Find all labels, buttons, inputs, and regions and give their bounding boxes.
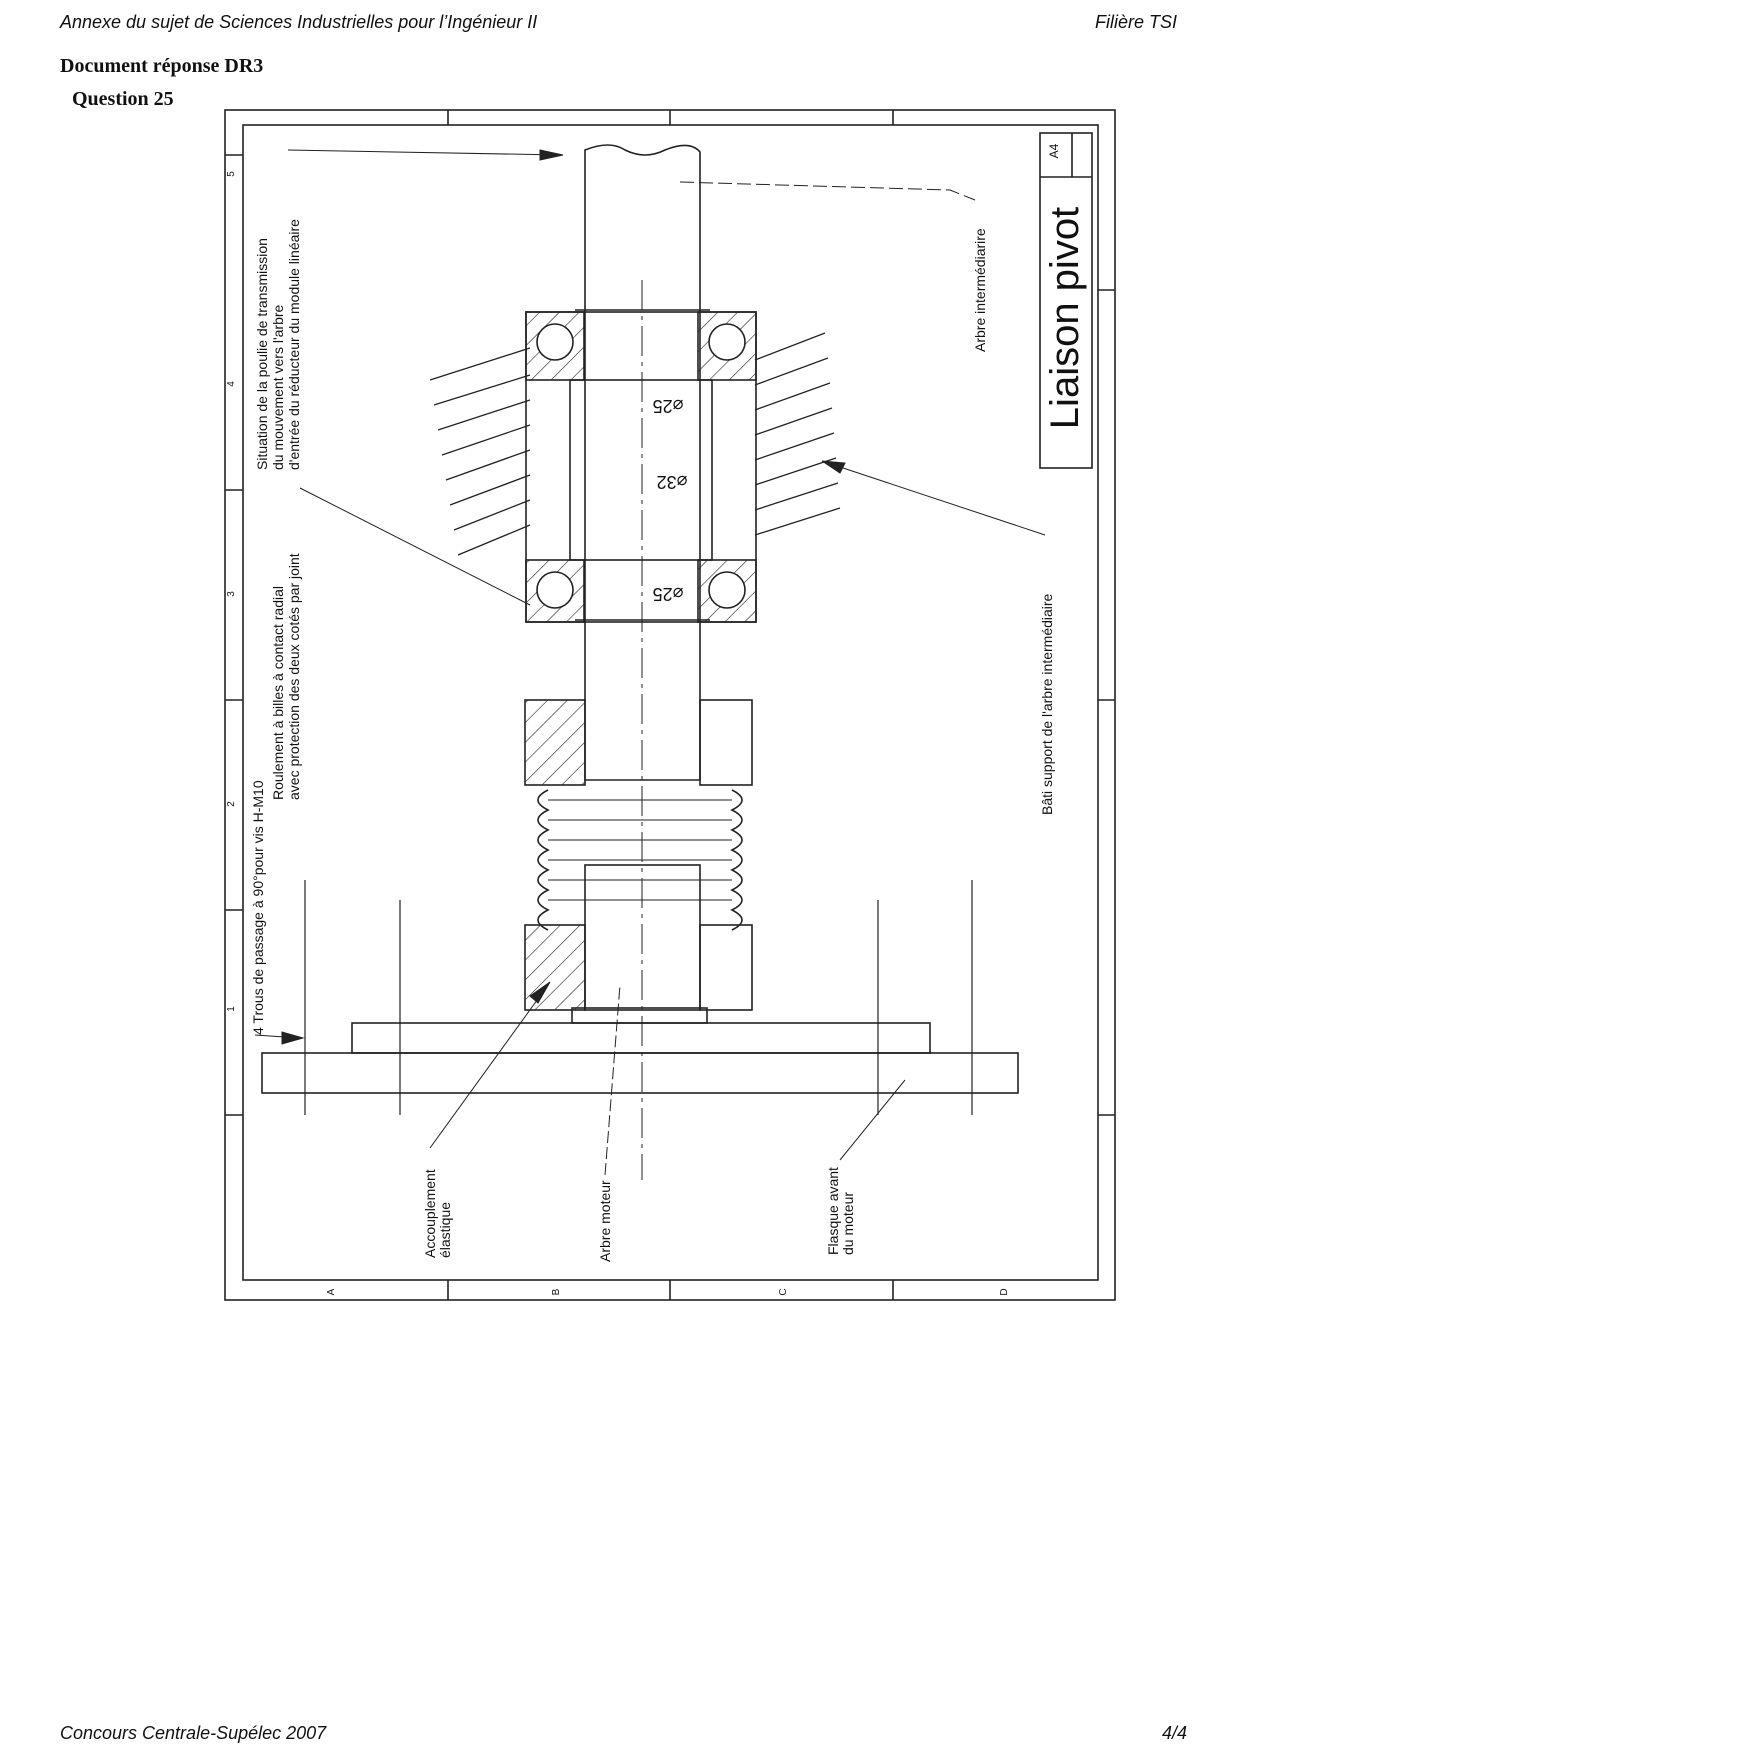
label-roulement-2: avec protection des deux cotés par joint xyxy=(286,553,302,800)
zone-letter-d: D xyxy=(999,1288,1010,1296)
label-arbre-moteur: Arbre moteur xyxy=(597,1180,613,1262)
label-bati: Bâti support de l'arbre intermédiaire xyxy=(1039,593,1055,815)
format-label: A4 xyxy=(1047,143,1061,159)
dimension-3: ⌀25 xyxy=(652,584,684,604)
header-right: Filière TSI xyxy=(1095,12,1178,32)
zone-number-4: 4 xyxy=(226,381,237,387)
housing-hatch-right xyxy=(755,333,840,535)
flange-holes xyxy=(305,880,972,1115)
label-arbre-intermediaire: Arbre intermédiarire xyxy=(972,228,988,352)
label-roulement-1: Roulement à billes à contact radial xyxy=(270,585,286,800)
label-flasque-1: Flasque avant xyxy=(825,1167,841,1255)
label-trous: 4 Trous de passage à 90°pour vis H-M10 xyxy=(250,780,266,1035)
zone-letter-a: A xyxy=(326,1288,337,1296)
zone-letter-c: C xyxy=(778,1288,789,1296)
elastic-coupling xyxy=(525,700,752,1010)
label-accouplement-1: Accouplement xyxy=(422,1169,438,1258)
housing-hatch-left xyxy=(430,348,530,555)
question-label: Question 25 xyxy=(72,88,174,110)
document-title: Document réponse DR3 xyxy=(60,55,264,77)
footer-right: 4/4 xyxy=(1162,1723,1188,1743)
zone-number-5: 5 xyxy=(226,171,237,177)
header-left: Annexe du sujet de Sciences Industrielles pour l’Ingénieur II xyxy=(60,12,538,32)
label-poulie-2: du mouvement vers l'arbre xyxy=(270,304,286,470)
zone-number-3: 3 xyxy=(226,591,237,597)
drawing-title: Liaison pivot xyxy=(1043,206,1087,430)
leader-lines xyxy=(255,150,1045,1175)
label-accouplement-2: élastique xyxy=(437,1201,453,1258)
label-poulie-3: d'entrée du réducteur du module linéaire xyxy=(286,219,302,470)
label-flasque-2: du moteur xyxy=(840,1191,856,1255)
zone-number-1: 1 xyxy=(226,1006,237,1012)
dimension-2: ⌀32 xyxy=(656,472,688,492)
label-poulie-1: Situation de la poulie de transmission xyxy=(254,238,270,470)
zone-letter-b: B xyxy=(551,1288,562,1296)
zone-number-2: 2 xyxy=(226,801,237,807)
dimension-1: ⌀25 xyxy=(652,396,684,416)
footer-left: Concours Centrale-Supélec 2007 xyxy=(60,1723,327,1743)
bearing-housing xyxy=(526,312,756,622)
